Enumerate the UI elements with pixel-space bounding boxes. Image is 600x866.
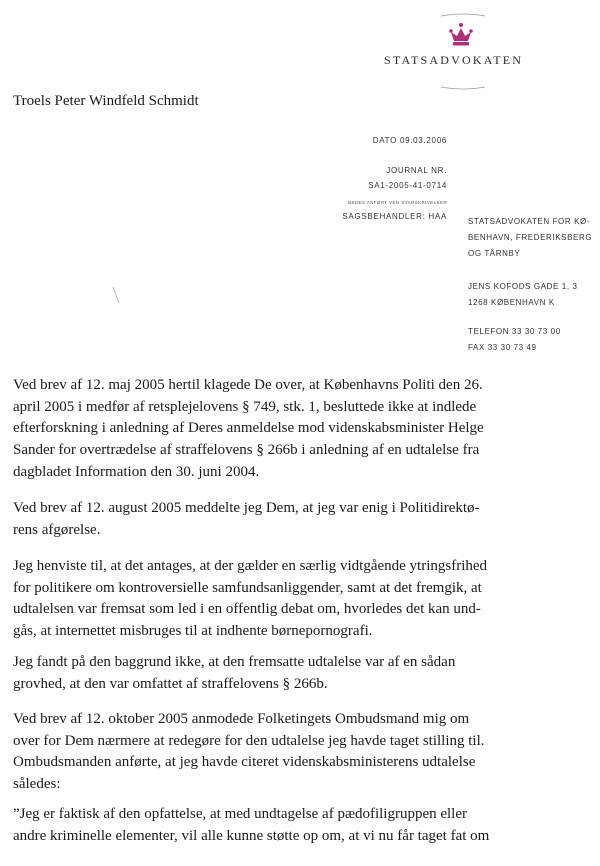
body-paragraph	[13, 375, 595, 484]
paragraph-line: Ved brev af 12. oktober 2005 anmodede Folketingets Ombudsmand mig om	[13, 711, 470, 727]
paragraph-line: april 2005 i medfør af retsplejelovens § 749, stk. 1, besluttede ikke at indlede	[13, 398, 477, 415]
address-line: 1268 KØBENHAVN K	[468, 298, 555, 307]
paragraph-line: Ved brev af 12. august 2005 meddelte jeg Dem, at jeg var enig i Politidirektø-	[13, 500, 480, 516]
organization-name: STATSADVOKATEN	[384, 53, 524, 67]
paragraph-line: Ved brev af 12. maj 2005 hertil klagede De over, at Københavns Politi den 26.	[13, 377, 483, 393]
paragraph-line: dagbladet Information den 30. juni 2004.	[13, 463, 260, 480]
body-paragraph	[13, 556, 595, 643]
phone-number: TELEFON 33 30 73 00	[468, 327, 561, 336]
scan-mark	[112, 286, 120, 304]
crown-icon	[447, 22, 475, 48]
office-contact	[468, 324, 598, 356]
paragraph-line: således:	[13, 776, 61, 793]
case-officer: SAGSBEHANDLER: HAA	[342, 212, 447, 221]
reference-note: BEDES ANFØRT VED SVARSKRIVELSER	[348, 200, 447, 205]
paragraph-line: over for Dem nærmere at redegøre for den udtalelse jeg havde taget stilling til.	[13, 732, 485, 749]
office-line: BENHAVN, FREDERIKSBERG	[468, 233, 593, 242]
paragraph-line: andre kriminelle elementer, vil alle kunne støtte op om, at vi nu får taget fat om	[13, 827, 490, 844]
address-line: JENS KOFODS GADE 1, 3	[468, 282, 578, 291]
body-paragraph	[13, 804, 595, 847]
recipient-name: Troels Peter Windfeld Schmidt	[13, 93, 199, 109]
logo-top-rule	[440, 12, 486, 17]
office-line: OG TÅRNBY	[468, 249, 521, 258]
paragraph-line: Jeg henviste til, at det antages, at der gælder en særlig vidtgående ytringsfrihed	[13, 558, 488, 574]
fax-number: FAX 33 30 73 49	[468, 343, 537, 352]
paragraph-line: efterforskning i anledning af Deres anmeldelse mod videnskabsminister Helge	[13, 420, 484, 437]
paragraph-line: grovhed, at den var omfattet af straffelovens § 266b.	[13, 675, 328, 692]
paragraph-line: udtalelsen var fremsat som led i en offentlig debat om, hvorledes det kan und-	[13, 601, 481, 618]
office-name	[468, 214, 598, 262]
journal-number: SA1-2005-41-0714	[368, 181, 447, 190]
body-paragraph	[13, 498, 595, 541]
logo-bottom-rule	[440, 86, 486, 91]
paragraph-line: for politikere om kontroversielle samfundsanliggender, samt at det fremgik, at	[13, 579, 482, 596]
journal-label: JOURNAL NR.	[386, 166, 447, 175]
office-line: STATSADVOKATEN FOR KØ-	[468, 217, 591, 226]
office-address	[468, 279, 598, 311]
paragraph-line: ”Jeg er faktisk af den opfattelse, at med undtagelse af pædofiligruppen eller	[13, 806, 467, 822]
body-paragraph	[13, 652, 595, 695]
paragraph-line: Jeg fandt på den baggrund ikke, at den fremsatte udtalelse var af en sådan	[13, 654, 456, 670]
paragraph-line: rens afgørelse.	[13, 521, 101, 538]
paragraph-line: Sander for overtrædelse af straffelovens § 266b i anledning af en udtalelse fra	[13, 442, 480, 459]
letter-date: DATO 09.03.2006	[372, 136, 447, 145]
paragraph-line: gås, at internettet misbruges til at indhente børnepornografi.	[13, 623, 373, 640]
paragraph-line: Ombudsmanden anførte, at jeg havde citeret videnskabsministerens udtalelse	[13, 754, 476, 771]
body-paragraph	[13, 709, 595, 796]
